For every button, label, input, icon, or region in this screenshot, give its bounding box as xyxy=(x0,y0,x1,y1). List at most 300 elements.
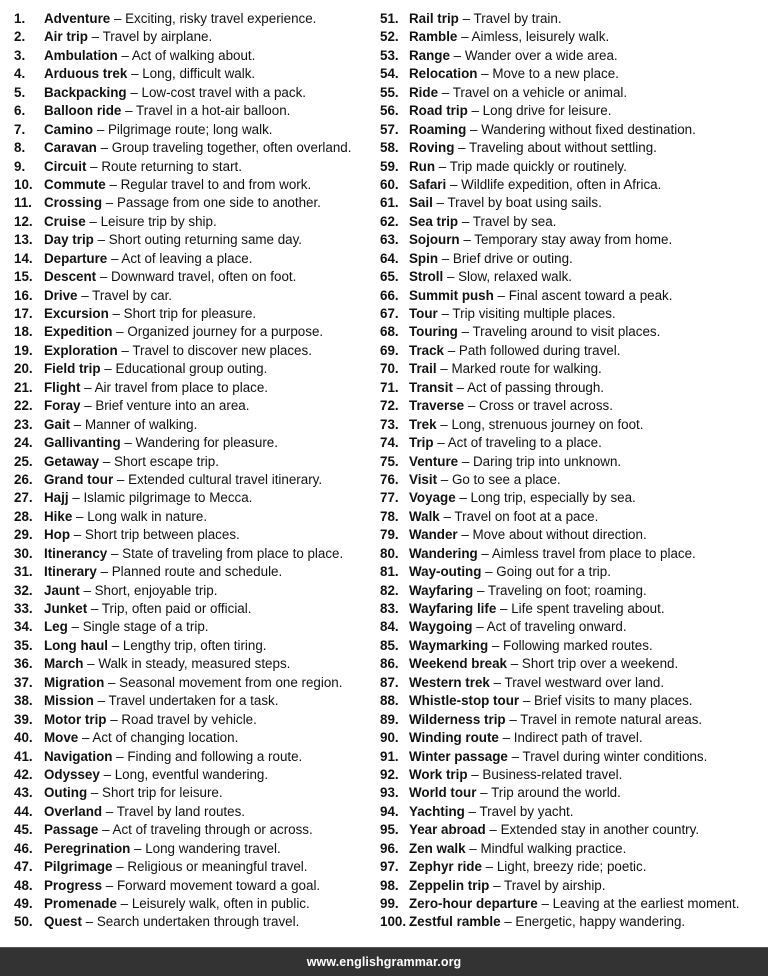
item-separator: – xyxy=(438,84,453,100)
item-text xyxy=(44,231,302,249)
item-text xyxy=(409,28,609,46)
item-number: 54. xyxy=(380,66,399,82)
item-term: Wayfaring life xyxy=(409,601,497,616)
item-term: Wander xyxy=(409,527,458,543)
item-separator: – xyxy=(106,711,122,727)
item-separator: – xyxy=(117,47,132,63)
item-separator: – xyxy=(98,822,113,838)
item-definition: Brief drive or outing. xyxy=(452,250,573,266)
item-definition: Travel by car. xyxy=(92,287,173,303)
item-text xyxy=(44,213,217,231)
item-definition: Long, strenuous journey on foot. xyxy=(451,416,644,432)
item-number: 10. xyxy=(14,176,33,192)
item-term: Run xyxy=(409,158,436,174)
item-text xyxy=(409,803,573,821)
item-term: Visit xyxy=(409,471,438,487)
list-item xyxy=(380,471,765,489)
item-number: 95. xyxy=(380,822,399,838)
item-separator: – xyxy=(485,822,501,838)
item-text xyxy=(44,711,257,729)
item-text xyxy=(409,139,657,157)
item-number: 68. xyxy=(380,324,399,340)
item-separator: – xyxy=(121,103,137,119)
item-separator: – xyxy=(96,140,112,156)
list-item xyxy=(14,434,374,452)
item-separator: – xyxy=(477,66,493,82)
item-term: Voyage xyxy=(409,490,456,506)
item-number: 33. xyxy=(14,601,33,616)
item-separator: – xyxy=(117,342,133,358)
site-url[interactable]: www.englishgrammar.org xyxy=(306,955,462,969)
list-item xyxy=(380,268,765,286)
item-text xyxy=(409,471,561,489)
list-item xyxy=(14,65,374,83)
item-definition: Go to see a place. xyxy=(451,471,561,487)
item-separator: – xyxy=(505,711,521,727)
item-term: Day trip xyxy=(44,232,94,248)
item-separator: – xyxy=(85,213,101,229)
item-term: Junket xyxy=(44,601,88,616)
item-definition: Slow, relaxed walk. xyxy=(458,269,572,285)
item-term: Trip xyxy=(409,435,434,451)
item-text xyxy=(44,158,242,176)
item-term: Flight xyxy=(44,379,81,395)
item-separator: – xyxy=(93,232,109,248)
item-number: 4. xyxy=(14,66,26,82)
item-term: Whistle-stop tour xyxy=(409,693,520,709)
list-item xyxy=(14,766,374,784)
item-text xyxy=(409,397,613,415)
item-text xyxy=(409,416,644,434)
item-text xyxy=(44,582,217,600)
item-definition: Trip visiting multiple places. xyxy=(452,306,616,321)
list-item xyxy=(14,877,374,895)
item-definition: Short escape trip. xyxy=(113,453,219,469)
item-number: 1. xyxy=(14,11,26,26)
item-definition: Air travel from place to place. xyxy=(94,379,269,395)
item-definition: Travel by airplane. xyxy=(102,29,213,45)
list-item xyxy=(380,895,765,913)
item-text xyxy=(44,784,223,802)
list-item xyxy=(380,28,765,46)
item-separator: – xyxy=(80,379,95,395)
item-number: 59. xyxy=(380,158,399,174)
item-term: Circuit xyxy=(44,158,87,174)
item-number: 45. xyxy=(14,822,33,838)
item-definition: Wander over a wide area. xyxy=(464,47,618,63)
item-number: 5. xyxy=(14,84,26,100)
item-definition: Wandering for pleasure. xyxy=(135,435,278,451)
item-definition: Group traveling together, often overland. xyxy=(111,140,352,156)
item-number: 57. xyxy=(380,121,399,137)
item-separator: – xyxy=(102,803,117,819)
item-definition: Travel westward over land. xyxy=(504,674,665,690)
list-item xyxy=(14,637,374,655)
item-number: 21. xyxy=(14,379,33,395)
list-item xyxy=(14,268,374,286)
item-text xyxy=(409,526,647,544)
item-text xyxy=(409,545,696,563)
list-item xyxy=(380,416,765,434)
item-term: Backpacking xyxy=(44,84,127,100)
item-separator: – xyxy=(439,508,455,524)
item-number: 24. xyxy=(14,435,33,451)
item-text xyxy=(44,748,302,766)
item-number: 17. xyxy=(14,306,33,321)
item-number: 60. xyxy=(380,176,399,192)
list-item xyxy=(380,139,765,157)
item-text xyxy=(44,526,240,544)
item-separator: – xyxy=(464,398,479,414)
item-definition: Religious or meaningful travel. xyxy=(127,859,308,875)
item-separator: – xyxy=(112,859,128,875)
item-number: 43. xyxy=(14,785,33,801)
item-separator: – xyxy=(481,859,497,875)
item-definition: Road travel by vehicle. xyxy=(121,711,257,727)
item-definition: Long walk in nature. xyxy=(87,508,208,524)
list-item xyxy=(14,176,374,194)
item-definition: Traveling about without settling. xyxy=(469,140,657,156)
item-term: Arduous trek xyxy=(44,66,128,82)
item-text xyxy=(409,600,665,618)
item-definition: Final ascent toward a peak. xyxy=(508,287,673,303)
list-item xyxy=(380,913,765,931)
item-definition: Educational group outing. xyxy=(115,361,268,377)
item-definition: Travel by airship. xyxy=(504,877,606,893)
list-item xyxy=(380,618,765,636)
item-definition: Act of leaving a place. xyxy=(121,250,253,266)
item-term: Zestful ramble xyxy=(409,914,501,930)
item-definition: Brief visits to many places. xyxy=(533,693,693,709)
item-definition: Extended stay in another country. xyxy=(500,822,700,838)
item-term: Spin xyxy=(409,250,439,266)
item-term: Safari xyxy=(409,176,447,192)
item-number: 64. xyxy=(380,250,399,266)
item-definition: Traveling around to visit places. xyxy=(472,324,661,340)
item-number: 31. xyxy=(14,564,33,580)
list-item xyxy=(380,65,765,83)
item-separator: – xyxy=(458,11,474,26)
item-definition: Act of traveling onward. xyxy=(486,619,627,635)
item-separator: – xyxy=(457,324,473,340)
list-item xyxy=(14,379,374,397)
item-separator: – xyxy=(77,287,93,303)
item-text xyxy=(44,821,313,839)
item-number: 82. xyxy=(380,582,399,598)
item-definition: Travel in remote natural areas. xyxy=(520,711,703,727)
item-text xyxy=(409,360,602,378)
item-separator: – xyxy=(87,601,102,616)
item-number: 29. xyxy=(14,527,33,543)
item-definition: Planned route and schedule. xyxy=(111,564,283,580)
item-separator: – xyxy=(99,453,114,469)
list-item xyxy=(380,250,765,268)
list-item xyxy=(14,416,374,434)
list-item xyxy=(380,563,765,581)
list-item xyxy=(380,84,765,102)
list-item xyxy=(14,397,374,415)
item-separator: – xyxy=(112,748,128,764)
item-term: Roaming xyxy=(409,121,467,137)
list-item xyxy=(380,729,765,747)
item-term: Relocation xyxy=(409,66,478,82)
item-separator: – xyxy=(537,896,553,911)
item-separator: – xyxy=(489,877,505,893)
item-definition: Manner of walking. xyxy=(84,416,198,432)
item-separator: – xyxy=(459,232,475,248)
item-term: Mission xyxy=(44,693,94,709)
item-number: 69. xyxy=(380,342,399,358)
item-text xyxy=(44,803,245,821)
item-text xyxy=(409,213,556,231)
item-text xyxy=(44,139,351,157)
item-number: 56. xyxy=(380,103,399,119)
list-item xyxy=(14,139,374,157)
item-text xyxy=(44,65,255,83)
item-text xyxy=(409,766,622,784)
item-number: 25. xyxy=(14,453,33,469)
item-text xyxy=(409,47,618,65)
item-term: Year abroad xyxy=(409,822,486,838)
item-text xyxy=(409,268,572,286)
item-definition: Short trip for pleasure. xyxy=(123,306,257,321)
item-definition: Traveling on foot; roaming. xyxy=(487,582,647,598)
item-term: Camino xyxy=(44,121,94,137)
item-separator: – xyxy=(93,693,109,709)
item-term: Crossing xyxy=(44,195,103,211)
item-term: Stroll xyxy=(409,269,444,285)
item-definition: Short trip over a weekend. xyxy=(521,656,679,672)
list-item xyxy=(380,858,765,876)
item-separator: – xyxy=(96,564,112,580)
item-number: 97. xyxy=(380,859,399,875)
item-definition: Trip made quickly or routinely. xyxy=(449,158,627,174)
item-text xyxy=(409,508,598,526)
item-separator: – xyxy=(481,564,497,580)
item-number: 73. xyxy=(380,416,399,432)
item-number: 89. xyxy=(380,711,399,727)
item-definition: Marked route for walking. xyxy=(451,361,602,377)
list-item xyxy=(14,508,374,526)
item-term: Road trip xyxy=(409,103,468,119)
item-term: Sea trip xyxy=(409,213,459,229)
item-term: Sail xyxy=(409,195,433,211)
item-separator: – xyxy=(70,416,85,432)
list-item xyxy=(14,858,374,876)
item-term: Way-outing xyxy=(409,564,482,580)
item-number: 51. xyxy=(380,11,399,26)
list-item xyxy=(380,674,765,692)
item-separator: – xyxy=(93,121,108,137)
item-text xyxy=(44,28,212,46)
item-separator: – xyxy=(436,416,452,432)
item-number: 70. xyxy=(380,361,399,377)
item-text xyxy=(409,231,672,249)
item-separator: – xyxy=(126,84,142,100)
item-definition: Travel by sea. xyxy=(472,213,557,229)
item-number: 90. xyxy=(380,730,399,746)
item-definition: Move to a new place. xyxy=(492,66,619,82)
item-text xyxy=(409,305,616,323)
list-item xyxy=(14,563,374,581)
item-number: 2. xyxy=(14,29,26,45)
list-item xyxy=(380,545,765,563)
item-separator: – xyxy=(488,637,504,653)
list-item xyxy=(14,711,374,729)
item-text xyxy=(409,176,661,194)
item-separator: – xyxy=(443,269,459,285)
item-definition: Finding and following a route. xyxy=(127,748,303,764)
list-item xyxy=(380,766,765,784)
item-term: Sojourn xyxy=(409,232,460,248)
item-term: Gallivanting xyxy=(44,435,121,451)
item-term: Rail trip xyxy=(409,11,459,26)
list-item xyxy=(14,545,374,563)
list-item xyxy=(14,213,374,231)
item-text xyxy=(409,618,627,636)
item-term: Waymarking xyxy=(409,637,489,653)
item-definition: Aimless travel from place to place. xyxy=(491,545,696,561)
item-definition: Leisurely walk, often in public. xyxy=(131,896,310,911)
item-separator: – xyxy=(110,11,126,26)
item-separator: – xyxy=(489,674,505,690)
item-text xyxy=(44,287,172,305)
item-definition: Regular travel to and from work. xyxy=(120,176,312,192)
item-term: March xyxy=(44,656,84,672)
item-number: 14. xyxy=(14,250,33,266)
list-item xyxy=(14,692,374,710)
item-term: Zero-hour departure xyxy=(409,896,538,911)
item-term: Weekend break xyxy=(409,656,507,672)
item-separator: – xyxy=(477,545,492,561)
item-term: Cruise xyxy=(44,213,86,229)
item-definition: Seasonal movement from one region. xyxy=(119,674,343,690)
item-text xyxy=(44,453,219,471)
item-term: Ramble xyxy=(409,29,458,45)
item-text xyxy=(44,121,273,139)
item-definition: Mindful walking practice. xyxy=(480,840,627,856)
item-term: Hike xyxy=(44,508,73,524)
list-item xyxy=(14,84,374,102)
item-separator: – xyxy=(464,803,480,819)
item-separator: – xyxy=(100,361,116,377)
item-term: Western trek xyxy=(409,674,490,690)
list-item xyxy=(14,342,374,360)
list-item xyxy=(14,784,374,802)
list-item xyxy=(380,526,765,544)
item-separator: – xyxy=(457,29,472,45)
list-item xyxy=(14,360,374,378)
item-definition: Travel by land routes. xyxy=(116,803,245,819)
item-term: Pilgrimage xyxy=(44,859,113,875)
item-definition: Route returning to start. xyxy=(101,158,242,174)
item-separator: – xyxy=(500,914,516,930)
item-definition: Following marked routes. xyxy=(503,637,653,653)
item-number: 34. xyxy=(14,619,33,635)
item-separator: – xyxy=(72,508,88,524)
item-term: Winter passage xyxy=(409,748,508,764)
item-separator: – xyxy=(473,582,488,598)
item-text xyxy=(409,858,646,876)
item-number: 19. xyxy=(14,342,33,358)
list-item xyxy=(14,305,374,323)
item-separator: – xyxy=(120,435,136,451)
list-item xyxy=(14,489,374,507)
item-separator: – xyxy=(446,176,462,192)
word-list-left-column xyxy=(14,10,374,932)
item-text xyxy=(44,508,207,526)
item-separator: – xyxy=(70,527,85,543)
item-definition: Wildlife expedition, often in Africa. xyxy=(461,176,662,192)
item-text xyxy=(409,434,602,452)
item-term: Trail xyxy=(409,361,437,377)
list-item xyxy=(14,453,374,471)
item-text xyxy=(409,748,707,766)
item-separator: – xyxy=(435,158,450,174)
list-item xyxy=(14,748,374,766)
item-definition: Act of changing location. xyxy=(92,730,239,746)
item-number: 81. xyxy=(380,564,399,580)
item-term: Overland xyxy=(44,803,103,819)
item-number: 67. xyxy=(380,306,399,321)
word-list-right-column xyxy=(380,10,765,932)
item-text xyxy=(44,563,282,581)
item-separator: – xyxy=(466,121,482,137)
item-separator: – xyxy=(78,730,93,746)
item-definition: Short outing returning same day. xyxy=(108,232,303,248)
item-definition: Short trip for leisure. xyxy=(102,785,223,801)
item-separator: – xyxy=(87,29,103,45)
item-separator: – xyxy=(498,730,514,746)
item-number: 40. xyxy=(14,730,33,746)
list-item xyxy=(380,637,765,655)
item-definition: Low-cost travel with a pack. xyxy=(141,84,306,100)
item-definition: Travel on foot at a pace. xyxy=(454,508,599,524)
item-text xyxy=(44,434,278,452)
item-text xyxy=(409,729,643,747)
item-text xyxy=(44,471,322,489)
list-item xyxy=(14,821,374,839)
list-item xyxy=(14,287,374,305)
item-text xyxy=(409,10,562,28)
list-item xyxy=(380,305,765,323)
item-number: 30. xyxy=(14,545,33,561)
item-text xyxy=(409,342,620,360)
list-item xyxy=(380,379,765,397)
item-separator: – xyxy=(472,619,487,635)
list-item xyxy=(380,434,765,452)
item-definition: Long drive for leisure. xyxy=(482,103,612,119)
item-separator: – xyxy=(449,47,465,63)
item-term: Wandering xyxy=(409,545,478,561)
item-separator: – xyxy=(519,693,534,709)
item-text xyxy=(409,840,626,858)
item-text xyxy=(44,637,267,655)
item-separator: – xyxy=(457,527,473,543)
item-number: 62. xyxy=(380,213,399,229)
item-separator: – xyxy=(113,471,129,487)
item-number: 44. xyxy=(14,803,33,819)
item-term: Odyssey xyxy=(44,766,100,782)
list-item xyxy=(14,618,374,636)
item-term: Adventure xyxy=(44,11,111,26)
item-number: 20. xyxy=(14,361,33,377)
item-separator: – xyxy=(493,287,509,303)
item-number: 22. xyxy=(14,398,33,414)
item-definition: Travel to discover new places. xyxy=(132,342,312,358)
item-term: Tour xyxy=(409,306,438,321)
item-definition: Short, enjoyable trip. xyxy=(94,582,218,598)
